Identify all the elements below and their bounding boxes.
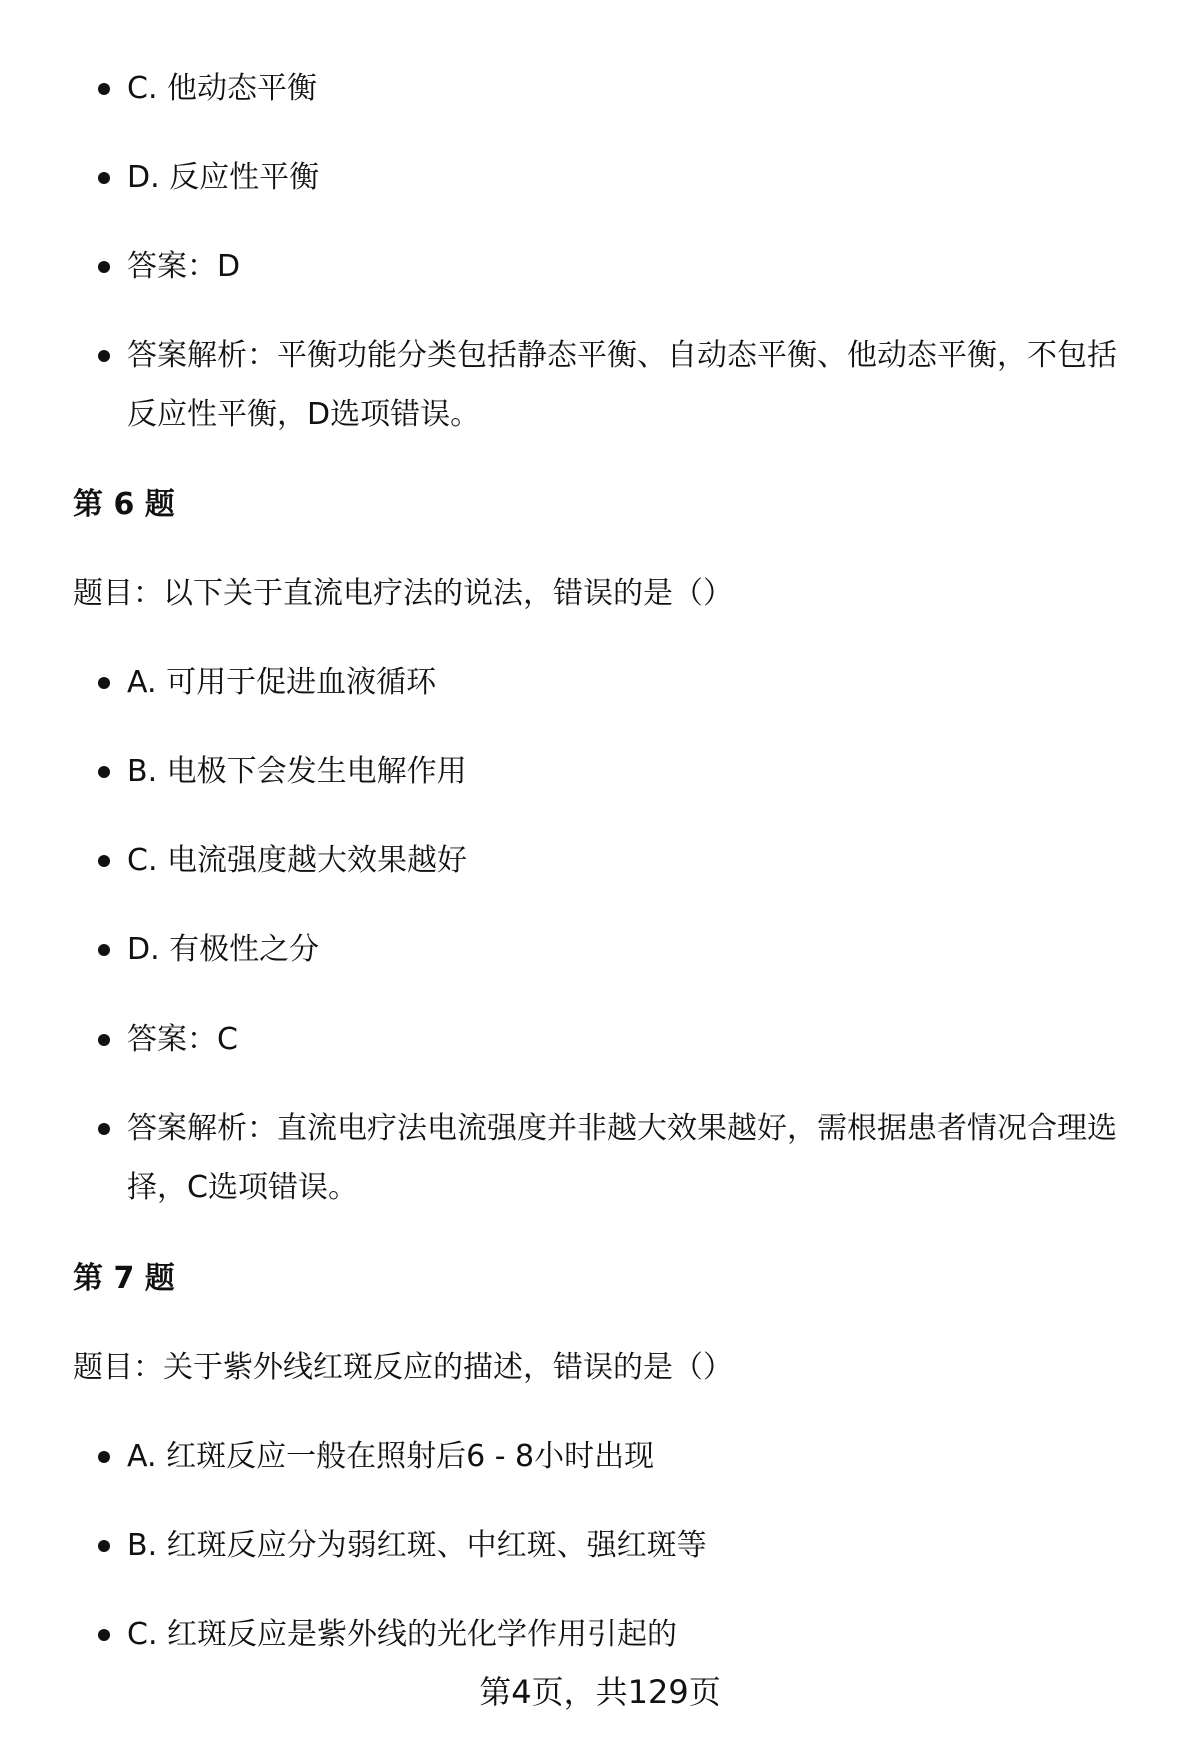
q7-option-c: C. 红斑反应是紫外线的光化学作用引起的 [127,1605,1137,1664]
q6-option-d: D. 有极性之分 [127,920,1137,979]
q7-option-b: B. 红斑反应分为弱红斑、中红斑、强红斑等 [127,1516,1137,1575]
q5-answer: 答案：D [127,237,1137,296]
q6-option-b: B. 电极下会发生电解作用 [127,742,1137,801]
q6-option-a: A. 可用于促进血液循环 [127,653,1137,712]
q7-heading: 第 7 题 [73,1261,175,1296]
q6-option-c: C. 电流强度越大效果越好 [127,831,1137,890]
q6-stem: 题目：以下关于直流电疗法的说法，错误的是（） [73,576,733,611]
page-number-footer: 第4页，共129页 [479,1673,721,1711]
q6-explanation: 答案解析：直流电疗法电流强度并非越大效果越好，需根据患者情况合理选择，C选项错误。 [127,1099,1137,1217]
q5-option-d: D. 反应性平衡 [127,148,1137,207]
q5-option-c: C. 他动态平衡 [127,59,1137,118]
q6-answer: 答案：C [127,1010,1137,1069]
q6-heading: 第 6 题 [73,487,175,522]
q7-option-a: A. 红斑反应一般在照射后6 - 8小时出现 [127,1427,1137,1486]
q7-stem: 题目：关于紫外线红斑反应的描述，错误的是（） [73,1350,733,1385]
q5-explanation: 答案解析：平衡功能分类包括静态平衡、自动态平衡、他动态平衡，不包括反应性平衡，D选项错误。 [127,326,1137,444]
